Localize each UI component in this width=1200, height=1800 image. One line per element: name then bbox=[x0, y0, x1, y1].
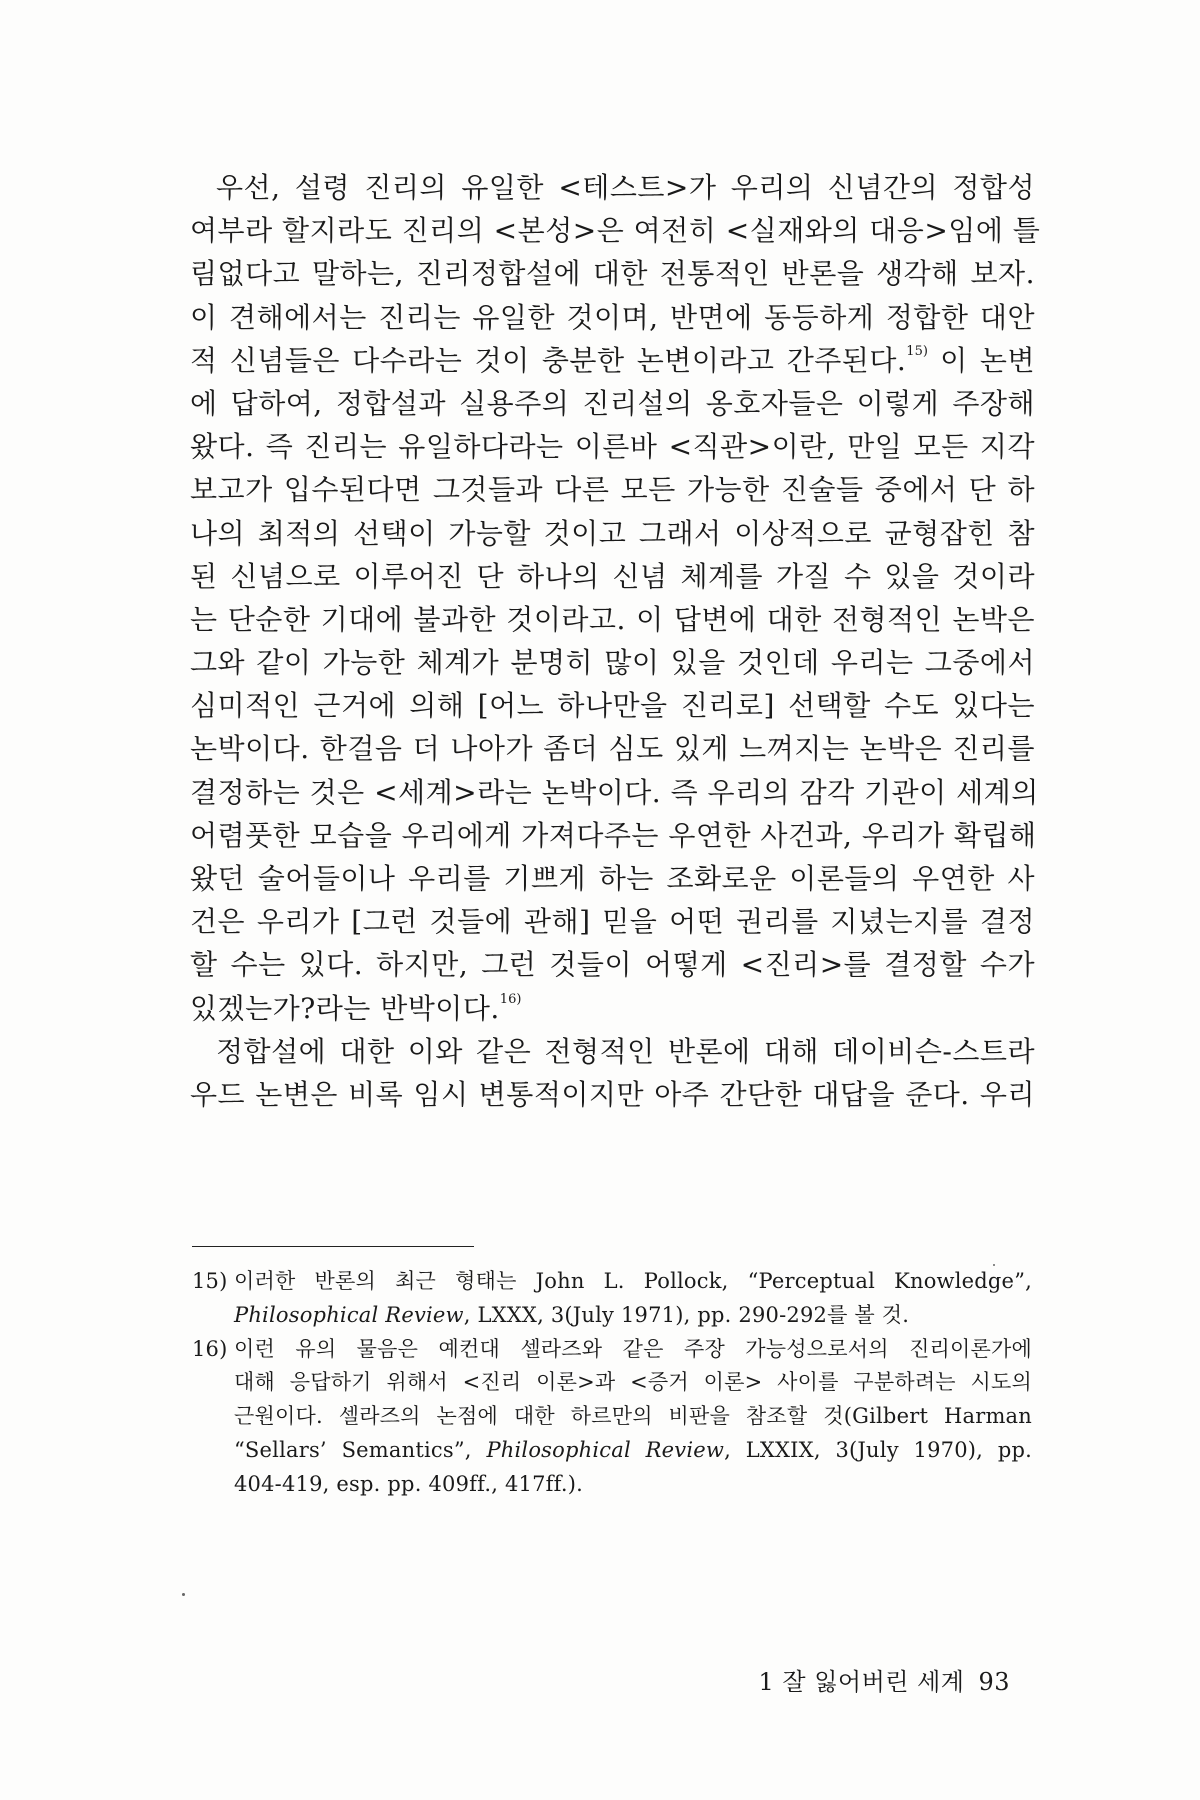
footnote-ref-16[interactable]: 16) bbox=[499, 991, 522, 1007]
footnote-16 bbox=[192, 1333, 1032, 1502]
footnote-divider bbox=[192, 1246, 474, 1247]
text-line: 결정하는 것은 <세계>라는 논박이다. 즉 우리의 감각 기관이 세계의 bbox=[190, 775, 1039, 809]
footnote-line: 근원이다. 셀라즈의 논점에 대한 하르만의 비판을 참조할 것(Gilbert Harman bbox=[234, 1404, 1032, 1429]
text-line: 왔다. 즉 진리는 유일하다라는 이른바 <직관>이란, 만일 모든 지각 bbox=[190, 430, 1035, 464]
footnote-number: 16) bbox=[192, 1336, 228, 1361]
text-line: 그와 같이 가능한 체계가 분명히 많이 있을 것인데 우리는 그중에서 bbox=[190, 646, 1035, 680]
footnote-15 bbox=[192, 1265, 1032, 1333]
journal-title: Philosophical Review bbox=[486, 1437, 725, 1462]
footnote-text: 이러한 반론의 최근 형태는 John L. Pollock, “Perceptual Knowledge”, bbox=[234, 1269, 1032, 1293]
text-line: 보고가 입수된다면 그것들과 다른 모든 가능한 진술들 중에서 단 하 bbox=[190, 473, 1035, 507]
footnote-line bbox=[192, 1265, 1032, 1299]
text-segment: 적 신념들은 다수라는 것이 충분한 논변이라고 간주된다. bbox=[190, 343, 907, 377]
text-line: 에 답하여, 정합설과 실용주의 진리설의 옹호자들은 이렇게 주장해 bbox=[190, 386, 1035, 420]
footnote-line bbox=[192, 1333, 1032, 1367]
footnote-ref-15[interactable]: 15) bbox=[906, 343, 928, 359]
text-line: 논박이다. 한걸음 더 나아가 좀더 심도 있게 느껴지는 논박은 진리를 bbox=[190, 732, 1035, 766]
text-line: 이 견해에서는 진리는 유일한 것이며, 반면에 동등하게 정합한 대안 bbox=[190, 300, 1035, 334]
text-line: 심미적인 근거에 의해 [어느 하나만을 진리로] 선택할 수도 있다는 bbox=[190, 689, 1035, 723]
text-line: 림없다고 말하는, 진리정합설에 대한 전통적인 반론을 생각해 보자. bbox=[190, 257, 1035, 291]
scan-speck bbox=[182, 1593, 185, 1596]
footnote-number: 15) bbox=[192, 1269, 228, 1293]
page-number: 93 bbox=[978, 1668, 1010, 1696]
text-segment: 있겠는가?라는 반박이다. bbox=[190, 991, 500, 1025]
paragraph-2 bbox=[190, 1030, 1035, 1116]
running-footer bbox=[759, 1662, 1011, 1697]
text-line bbox=[190, 339, 1035, 382]
footnote-line: 대해 응답하기 위해서 <진리 이론>과 <증거 이론> 사이를 구분하려는 시도의 bbox=[234, 1370, 1032, 1395]
text-line: 는 단순한 기대에 불과한 것이라고. 이 답변에 대한 전형적인 논박은 bbox=[190, 602, 1035, 636]
text-line bbox=[190, 987, 1035, 1030]
text-line: 할 수는 있다. 하지만, 그런 것들이 어떻게 <진리>를 결정할 수가 bbox=[190, 948, 1035, 982]
footnotes bbox=[192, 1265, 1032, 1502]
footnote-line bbox=[192, 1434, 1032, 1468]
text-line: 우드 논변은 비록 임시 변통적이지만 아주 간단한 대답을 준다. 우리 bbox=[190, 1077, 1035, 1111]
text-line: 여부라 할지라도 진리의 <본성>은 여전히 <실재와의 대응>임에 틀 bbox=[190, 214, 1041, 248]
footnote-line: 404-419, esp. pp. 409ff., 417ff.). bbox=[234, 1471, 583, 1496]
footnote-text: , LXXIX, 3(July 1970), pp. bbox=[724, 1437, 1032, 1462]
text-line: 어렴풋한 모습을 우리에게 가져다주는 우연한 사건과, 우리가 확립해 bbox=[190, 818, 1037, 852]
text-line: 건은 우리가 [그런 것들에 관해] 믿을 어떤 권리를 지녔는지를 결정 bbox=[190, 905, 1035, 939]
body-text bbox=[190, 166, 1041, 1116]
chapter-title: 1 잘 잃어버린 세계 bbox=[758, 1668, 965, 1696]
paragraph-1 bbox=[190, 166, 1041, 1030]
journal-title: Philosophical Review bbox=[234, 1302, 464, 1327]
text-line: 왔던 술어들이나 우리를 기쁘게 하는 조화로운 이론들의 우연한 사 bbox=[190, 862, 1035, 895]
text-line: 우선, 설령 진리의 유일한 <테스트>가 우리의 신념간의 정합성 bbox=[216, 171, 1035, 204]
text-line: 나의 최적의 선택이 가능할 것이고 그래서 이상적으로 균형잡힌 참 bbox=[190, 516, 1035, 550]
text-line: 된 신념으로 이루어진 단 하나의 신념 체계를 가질 수 있을 것이라 bbox=[190, 559, 1035, 593]
scan-speck bbox=[993, 1264, 995, 1266]
footnote-text: “Sellars’ Semantics”, bbox=[234, 1437, 487, 1462]
footnote-text: 이런 유의 물음은 예컨대 셀라즈와 같은 주장 가능성으로서의 진리이론가에 bbox=[234, 1336, 1032, 1361]
text-line: 정합설에 대한 이와 같은 전형적인 반론에 대해 데이비슨-스트라 bbox=[216, 1034, 1035, 1068]
text-segment: 이 논변 bbox=[927, 343, 1035, 377]
footnote-text: , LXXX, 3(July 1971), pp. 290-292를 볼 것. bbox=[463, 1302, 910, 1327]
footnote-line bbox=[192, 1299, 1032, 1333]
